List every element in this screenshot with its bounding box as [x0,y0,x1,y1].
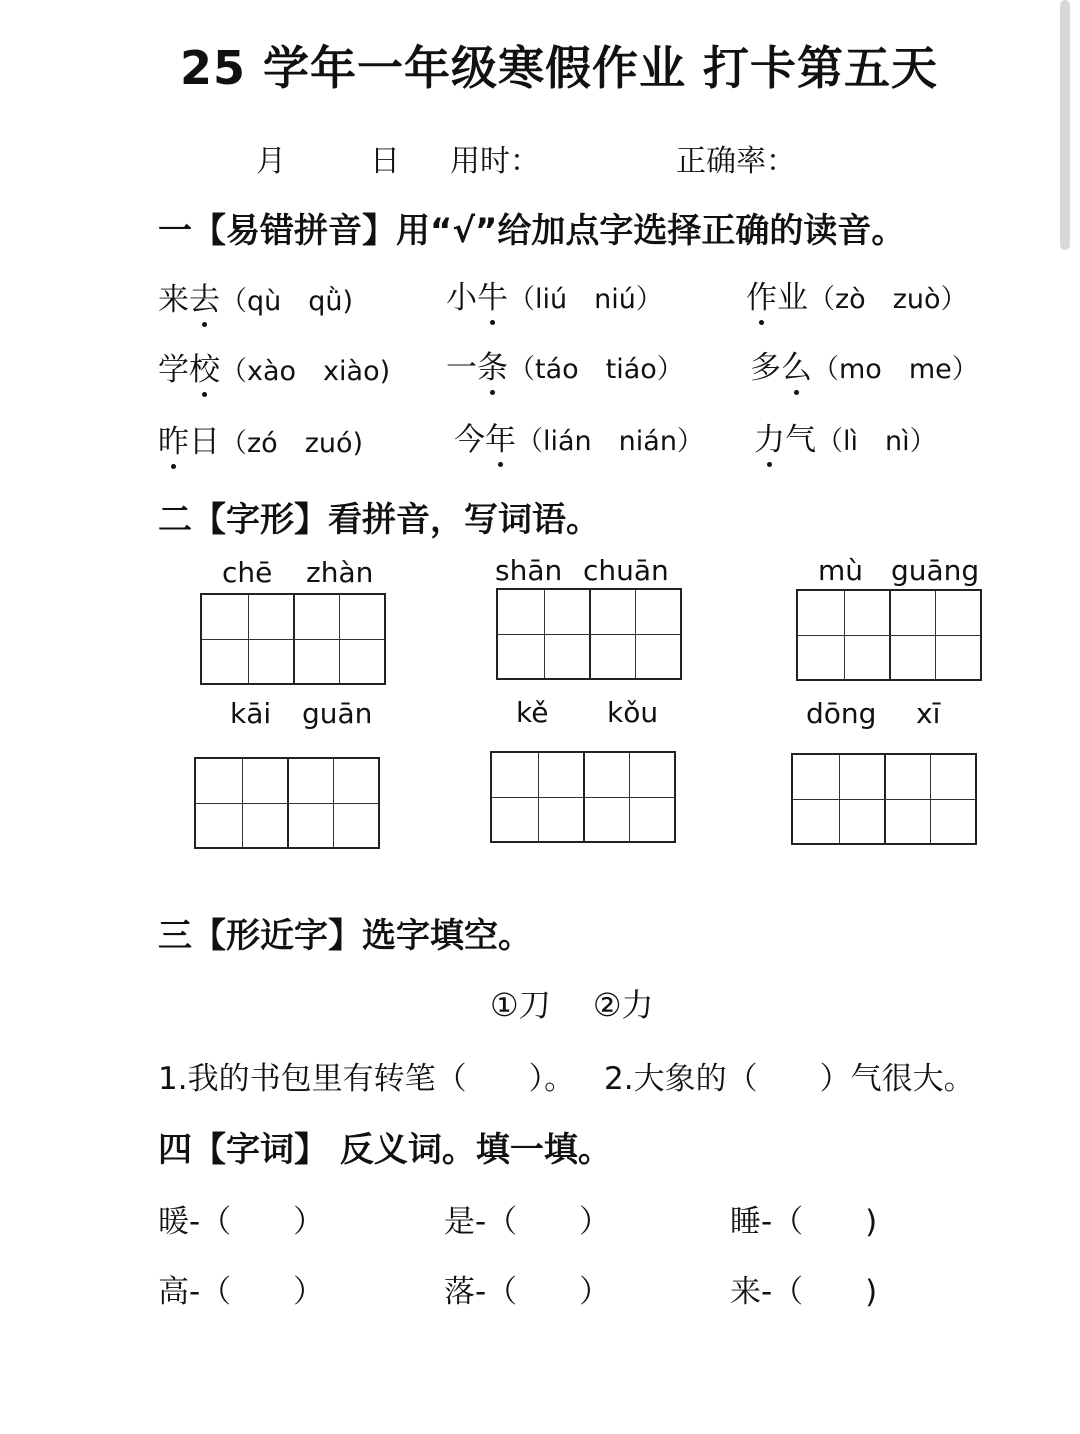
month-label: 月 [256,144,286,179]
writing-grid[interactable] [490,751,676,843]
pinyin-item: 今年（lián nián） [454,414,704,459]
pinyin-label: guāng [891,554,980,587]
time-label: 用时： [450,144,540,179]
antonym-item: 暖-（ ） [158,1204,325,1240]
pinyin-item: 力气（lì nì） [754,414,937,459]
antonym-item: 睡-（ ) [730,1204,878,1240]
pinyin-label: dōng [806,697,877,730]
section1-title: 一【易错拼音】用“√”给加点字选择正确的读音。 [158,211,906,251]
pinyin-label: guān [302,697,373,730]
section3-title: 三【形近字】选字填空。 [158,916,532,956]
pinyin-label: chē [222,556,273,589]
pinyin-item: 小牛（liú niú） [446,272,663,317]
pinyin-item: 作业（zò zuò） [746,272,968,317]
char-options: ①刀 ②力 [490,986,654,1024]
pinyin-item: 学校（xào xiào) [158,344,390,389]
antonym-item: 是-（ ） [444,1204,611,1240]
section4-title: 四【字词】 反义词。填一填。 [158,1130,612,1170]
writing-grid[interactable] [796,589,982,681]
pinyin-label: kǒu [607,696,659,729]
question-2: 2.大象的（ ）气很大。 [604,1061,975,1097]
antonym-item: 来-（ ) [730,1274,878,1310]
antonym-item: 高-（ ） [158,1274,325,1310]
pinyin-item: 来去（qù qǜ) [158,274,353,319]
section2-title: 二【字形】看拼音，写词语。 [158,500,600,540]
pinyin-item: 昨日（zó zuó) [158,416,363,461]
writing-grid[interactable] [791,753,977,845]
writing-grid[interactable] [200,593,386,685]
pinyin-label: kāi [230,697,272,730]
writing-grid[interactable] [194,757,380,849]
antonym-item: 落-（ ） [444,1274,611,1310]
writing-grid[interactable] [496,588,682,680]
pinyin-label: shān [495,554,563,587]
pinyin-label: xī [916,697,941,730]
pinyin-label: zhàn [306,556,374,589]
pinyin-item: 多么（mo me） [750,342,979,387]
question-1: 1.我的书包里有转笔（ ）。 [158,1061,576,1097]
page-title: 25 学年一年级寒假作业 打卡第五天 [180,41,939,95]
scrollbar[interactable] [1060,0,1070,250]
pinyin-label: kě [516,696,549,729]
pinyin-label: chuān [583,554,669,587]
pinyin-item: 一条（táo tiáo） [446,342,684,387]
day-label: 日 [370,144,400,179]
accuracy-label: 正确率： [676,144,796,179]
pinyin-label: mù [818,554,864,587]
